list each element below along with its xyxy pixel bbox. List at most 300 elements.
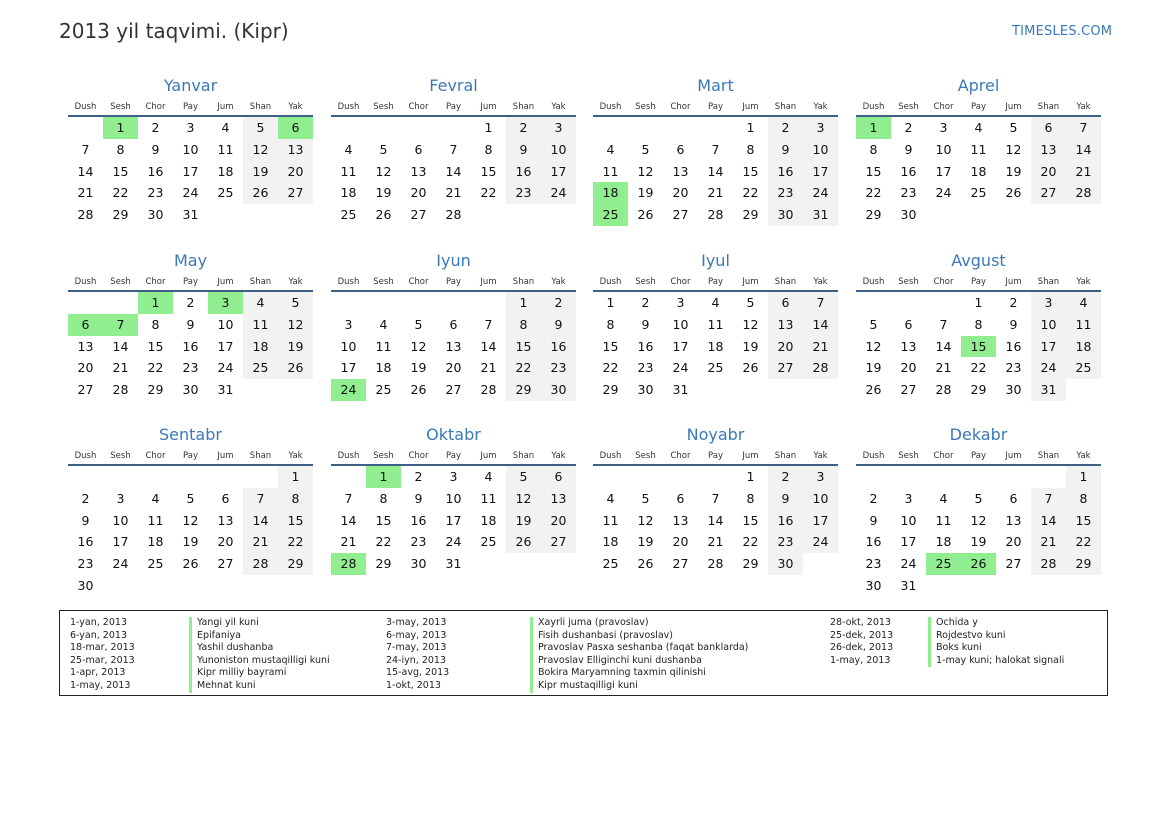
day-cell: 26 (182, 556, 199, 572)
day-cell: 29 (602, 382, 619, 398)
week-row (68, 117, 313, 139)
week-row (331, 204, 576, 226)
day-cell: 22 (742, 185, 759, 201)
day-cell: 17 (182, 163, 199, 179)
weekend-day: 12 (243, 139, 278, 161)
empty-day (208, 466, 243, 488)
empty-day (803, 379, 838, 401)
day-cell: 23 (182, 360, 199, 376)
weekend-day: 14 (803, 314, 838, 336)
day-cell: 8 (116, 141, 125, 157)
day-cell: 15 (602, 338, 619, 354)
weekend-day: 19 (278, 336, 313, 358)
weekend-day: 6 (768, 292, 803, 314)
empty-day (278, 379, 313, 401)
week-row (68, 466, 313, 488)
holiday-day: 7 (103, 314, 138, 336)
month-name: Oktabr (426, 425, 481, 444)
day-cell: 15 (112, 163, 129, 179)
empty-day (68, 466, 103, 488)
weekday-label: Yak (813, 451, 828, 461)
week-row (68, 292, 313, 314)
weekend-day: 3 (803, 117, 838, 139)
empty-day (593, 117, 628, 139)
weekday-label: Yak (1076, 102, 1091, 112)
weekday-header (331, 447, 576, 466)
legend-entry: Pravoslav Pasxa seshanba (faqat banklarda) (538, 642, 749, 654)
weekday-label: Yak (1076, 277, 1091, 287)
day-cell: 6 (1009, 490, 1018, 506)
weekday-label: Chor (145, 451, 166, 461)
holiday-day: 1 (856, 117, 891, 139)
legend-dates-col3 (830, 617, 893, 667)
weekday-label: Dush (862, 451, 885, 461)
day-cell: 10 (340, 338, 357, 354)
weekday-header (68, 98, 313, 117)
weekday-label: Dush (599, 451, 622, 461)
weekday-header (593, 98, 838, 117)
day-cell: 3 (676, 295, 685, 310)
weekend-day: 7 (243, 488, 278, 510)
day-cell: 25 (147, 556, 164, 572)
week-row (68, 379, 313, 401)
month-name: Mart (697, 76, 734, 95)
weekend-day: 24 (803, 182, 838, 204)
day-cell: 7 (484, 316, 493, 332)
weekday-label: Pay (708, 277, 723, 287)
month-iyul (593, 249, 838, 401)
day-cell: 2 (81, 490, 90, 506)
weekend-day: 7 (803, 292, 838, 314)
week-row (68, 488, 313, 510)
site-link[interactable]: TIMESLES.COM (1012, 24, 1113, 39)
day-cell: 10 (900, 512, 917, 528)
weekday-label: Yak (813, 102, 828, 112)
day-cell: 7 (81, 141, 90, 157)
week-row (331, 314, 576, 336)
weekday-header (68, 447, 313, 466)
empty-day (68, 117, 103, 139)
day-cell: 12 (637, 163, 654, 179)
day-cell: 23 (77, 556, 94, 572)
day-cell: 30 (900, 207, 917, 223)
day-cell: 16 (182, 338, 199, 354)
weekend-day: 6 (541, 466, 576, 488)
day-cell: 24 (112, 556, 129, 572)
day-cell: 15 (742, 163, 759, 179)
empty-day (401, 117, 436, 139)
weekend-day: 16 (541, 336, 576, 358)
weekday-label: Shan (1037, 451, 1060, 461)
day-cell: 22 (602, 360, 619, 376)
empty-day (628, 117, 663, 139)
weekday-label: Chor (408, 102, 429, 112)
day-cell: 4 (484, 469, 493, 484)
day-cell: 13 (672, 512, 689, 528)
week-row (331, 336, 576, 358)
day-cell: 26 (410, 382, 427, 398)
week-row (68, 531, 313, 553)
empty-day (961, 575, 996, 597)
weekday-label: Chor (145, 102, 166, 112)
month-name: May (173, 251, 208, 270)
weekend-day: 1 (278, 466, 313, 488)
week-row (593, 139, 838, 161)
month-iyun (331, 249, 576, 401)
week-row (593, 336, 838, 358)
weekday-header (331, 98, 576, 117)
weekend-day: 29 (1066, 553, 1101, 575)
weekday-label: Shan (249, 451, 272, 461)
week-row (68, 336, 313, 358)
weekday-header (593, 273, 838, 292)
weekday-label: Jum (480, 277, 497, 287)
empty-day (436, 117, 471, 139)
day-cell: 26 (742, 360, 759, 376)
empty-day (173, 575, 208, 597)
weekday-label: Jum (217, 277, 234, 287)
week-row (331, 488, 576, 510)
week-row (856, 139, 1101, 161)
day-cell: 11 (340, 163, 357, 179)
day-cell: 5 (869, 316, 878, 332)
day-cell: 10 (182, 141, 199, 157)
empty-day (996, 204, 1031, 226)
weekday-label: Dush (862, 102, 885, 112)
holiday-day: 1 (103, 117, 138, 139)
weekend-day: 30 (541, 379, 576, 401)
day-cell: 26 (637, 556, 654, 572)
day-cell: 29 (112, 207, 129, 223)
day-cell: 6 (904, 316, 913, 332)
weekend-day: 29 (278, 553, 313, 575)
day-cell: 16 (410, 512, 427, 528)
weekend-day: 21 (243, 531, 278, 553)
weekend-day: 9 (768, 488, 803, 510)
day-cell: 3 (449, 469, 458, 484)
weekend-day: 4 (1066, 292, 1101, 314)
weekday-label: Shan (774, 277, 797, 287)
legend-entry: Mehnat kuni (197, 679, 256, 691)
weekend-day: 19 (243, 161, 278, 183)
month-name: Iyun (436, 251, 471, 270)
day-cell: 4 (711, 295, 720, 310)
day-cell: 28 (445, 207, 462, 223)
day-cell: 19 (1005, 163, 1022, 179)
month-name: Noyabr (686, 425, 745, 444)
legend-entry: 3-may, 2013 (386, 617, 447, 628)
weekday-label: Sesh (635, 451, 656, 461)
weekend-day: 22 (1066, 531, 1101, 553)
day-cell: 22 (480, 185, 497, 201)
day-cell: 12 (637, 512, 654, 528)
day-cell: 19 (865, 360, 882, 376)
empty-day (593, 466, 628, 488)
weekday-label: Yak (288, 277, 303, 287)
weekend-day: 22 (506, 357, 541, 379)
empty-day (331, 466, 366, 488)
weekday-header (68, 273, 313, 292)
empty-day (366, 292, 401, 314)
weekday-header (856, 447, 1101, 466)
day-cell: 27 (410, 207, 427, 223)
day-cell: 30 (410, 556, 427, 572)
empty-day (506, 553, 541, 575)
day-cell: 13 (410, 163, 427, 179)
legend-entry: 26-dek, 2013 (830, 642, 894, 654)
day-cell: 19 (742, 338, 759, 354)
day-cell: 10 (672, 316, 689, 332)
week-row (593, 117, 838, 139)
weekday-label: Pay (183, 277, 198, 287)
day-cell: 24 (935, 185, 952, 201)
legend-entry: Yangi yil kuni (197, 617, 259, 628)
empty-day (891, 466, 926, 488)
empty-day (208, 575, 243, 597)
weekday-label: Chor (933, 102, 954, 112)
day-cell: 11 (602, 512, 619, 528)
legend-entry: Bokira Maryamning taxmin qilinishi (538, 667, 706, 679)
weekend-day: 13 (541, 488, 576, 510)
day-cell: 14 (340, 512, 357, 528)
day-cell: 13 (217, 512, 234, 528)
day-cell: 20 (672, 534, 689, 550)
weekend-day: 28 (1031, 553, 1066, 575)
day-cell: 27 (1005, 556, 1022, 572)
weekend-day: 8 (1066, 488, 1101, 510)
weekend-day: 12 (506, 488, 541, 510)
weekend-day: 30 (768, 553, 803, 575)
weekday-label: Chor (145, 277, 166, 287)
week-row (593, 531, 838, 553)
day-cell: 16 (865, 534, 882, 550)
week-row (68, 510, 313, 532)
weekday-label: Sesh (110, 277, 131, 287)
empty-day (1031, 204, 1066, 226)
legend-entry: Kipr mustaqilligi kuni (538, 679, 638, 691)
day-cell: 20 (900, 360, 917, 376)
empty-day (173, 466, 208, 488)
day-cell: 25 (340, 207, 357, 223)
month-name: Yanvar (163, 76, 218, 95)
weekend-day: 31 (1031, 379, 1066, 401)
weekend-day: 9 (768, 139, 803, 161)
day-cell: 14 (480, 338, 497, 354)
weekend-day: 30 (768, 204, 803, 226)
day-cell: 18 (480, 512, 497, 528)
weekday-label: Yak (288, 451, 303, 461)
empty-day (1031, 466, 1066, 488)
week-row (331, 531, 576, 553)
weekday-header (593, 447, 838, 466)
day-cell: 31 (182, 207, 199, 223)
legend-entry: Pravoslav Elliginchi kuni dushanba (538, 654, 702, 666)
legend-entry: Boks kuni (936, 642, 982, 654)
empty-day (103, 466, 138, 488)
weekday-header (856, 273, 1101, 292)
holiday-day: 25 (926, 553, 961, 575)
day-cell: 23 (900, 185, 917, 201)
weekend-day: 8 (278, 488, 313, 510)
empty-day (541, 553, 576, 575)
empty-day (996, 466, 1031, 488)
day-cell: 5 (414, 316, 423, 332)
day-cell: 29 (742, 556, 759, 572)
day-cell: 21 (707, 185, 724, 201)
empty-day (1066, 204, 1101, 226)
weekend-day: 23 (506, 182, 541, 204)
weekend-day: 8 (506, 314, 541, 336)
legend-entry: 1-yan, 2013 (70, 617, 127, 628)
week-row (68, 161, 313, 183)
weekend-day: 16 (506, 161, 541, 183)
legend-entry: Kipr milliy bayrami (197, 667, 287, 679)
weekend-day: 18 (243, 336, 278, 358)
day-cell: 8 (606, 316, 615, 332)
day-cell: 3 (186, 120, 195, 135)
day-cell: 22 (865, 185, 882, 201)
weekday-label: Shan (774, 451, 797, 461)
day-cell: 11 (970, 141, 987, 157)
day-cell: 13 (672, 163, 689, 179)
day-cell: 11 (707, 316, 724, 332)
weekday-label: Yak (551, 102, 566, 112)
month-mart (593, 74, 838, 226)
day-cell: 9 (869, 512, 878, 528)
weekday-label: Shan (249, 102, 272, 112)
weekend-day: 27 (278, 182, 313, 204)
month-sentabr (68, 423, 313, 597)
day-cell: 22 (112, 185, 129, 201)
empty-day (891, 292, 926, 314)
day-cell: 21 (340, 534, 357, 550)
day-cell: 4 (939, 490, 948, 506)
month-name: Dekabr (949, 425, 1008, 444)
day-cell: 9 (1009, 316, 1018, 332)
week-row (856, 575, 1101, 597)
day-cell: 30 (77, 577, 94, 593)
week-row (856, 488, 1101, 510)
empty-day (926, 292, 961, 314)
week-row (856, 531, 1101, 553)
week-row (331, 292, 576, 314)
weekend-day: 16 (768, 161, 803, 183)
empty-day (803, 553, 838, 575)
legend-entry: Rojdestvo kuni (936, 629, 1006, 641)
day-cell: 29 (375, 556, 392, 572)
day-cell: 9 (641, 316, 650, 332)
day-cell: 4 (606, 141, 615, 157)
empty-day (1066, 575, 1101, 597)
weekday-label: Pay (708, 102, 723, 112)
weekday-label: Jum (480, 102, 497, 112)
legend-entry: 25-dek, 2013 (830, 629, 894, 641)
day-cell: 2 (1009, 295, 1018, 310)
day-cell: 20 (1005, 534, 1022, 550)
weekend-day: 11 (243, 314, 278, 336)
day-cell: 28 (112, 382, 129, 398)
week-row (331, 139, 576, 161)
week-row (856, 336, 1101, 358)
legend-names-col1 (189, 617, 330, 693)
day-cell: 6 (676, 141, 685, 157)
week-row (68, 357, 313, 379)
day-cell: 1 (746, 469, 755, 484)
weekend-day: 18 (1066, 336, 1101, 358)
day-cell: 16 (77, 534, 94, 550)
legend-entry: 15-avg, 2013 (386, 667, 450, 679)
empty-day (243, 575, 278, 597)
day-cell: 26 (375, 207, 392, 223)
day-cell: 14 (935, 338, 952, 354)
day-cell: 28 (707, 207, 724, 223)
day-cell: 28 (77, 207, 94, 223)
month-fevral (331, 74, 576, 226)
holiday-day: 25 (593, 204, 628, 226)
day-cell: 5 (1009, 120, 1018, 135)
week-row (593, 314, 838, 336)
day-cell: 12 (375, 163, 392, 179)
day-cell: 8 (869, 141, 878, 157)
weekday-label: Sesh (373, 277, 394, 287)
day-cell: 24 (445, 534, 462, 550)
day-cell: 5 (379, 141, 388, 157)
day-cell: 31 (445, 556, 462, 572)
day-cell: 17 (340, 360, 357, 376)
day-cell: 8 (746, 490, 755, 506)
day-cell: 5 (186, 490, 195, 506)
weekend-day: 3 (541, 117, 576, 139)
weekday-label: Jum (1005, 102, 1022, 112)
week-row (856, 161, 1101, 183)
day-cell: 24 (672, 360, 689, 376)
day-cell: 31 (217, 382, 234, 398)
week-row (856, 466, 1101, 488)
day-cell: 30 (1005, 382, 1022, 398)
holiday-day: 15 (961, 336, 996, 358)
day-cell: 25 (707, 360, 724, 376)
weekday-label: Jum (742, 451, 759, 461)
weekday-label: Dush (337, 451, 360, 461)
weekend-day: 21 (1031, 531, 1066, 553)
day-cell: 14 (707, 512, 724, 528)
day-cell: 8 (974, 316, 983, 332)
day-cell: 1 (606, 295, 615, 310)
weekend-day: 15 (1066, 510, 1101, 532)
day-cell: 11 (480, 490, 497, 506)
day-cell: 18 (340, 185, 357, 201)
day-cell: 16 (1005, 338, 1022, 354)
day-cell: 24 (217, 360, 234, 376)
holiday-day: 1 (366, 466, 401, 488)
weekday-label: Pay (708, 451, 723, 461)
week-row (856, 553, 1101, 575)
weekend-day: 22 (278, 531, 313, 553)
weekend-day: 12 (278, 314, 313, 336)
day-cell: 11 (147, 512, 164, 528)
weekend-day: 10 (1031, 314, 1066, 336)
legend-entry: 6-may, 2013 (386, 629, 447, 641)
week-row (331, 161, 576, 183)
weekday-label: Dush (337, 277, 360, 287)
day-cell: 21 (935, 360, 952, 376)
day-cell: 5 (746, 295, 755, 310)
weekend-day: 24 (803, 531, 838, 553)
day-cell: 21 (707, 534, 724, 550)
day-cell: 23 (410, 534, 427, 550)
day-cell: 12 (182, 512, 199, 528)
day-cell: 22 (742, 534, 759, 550)
